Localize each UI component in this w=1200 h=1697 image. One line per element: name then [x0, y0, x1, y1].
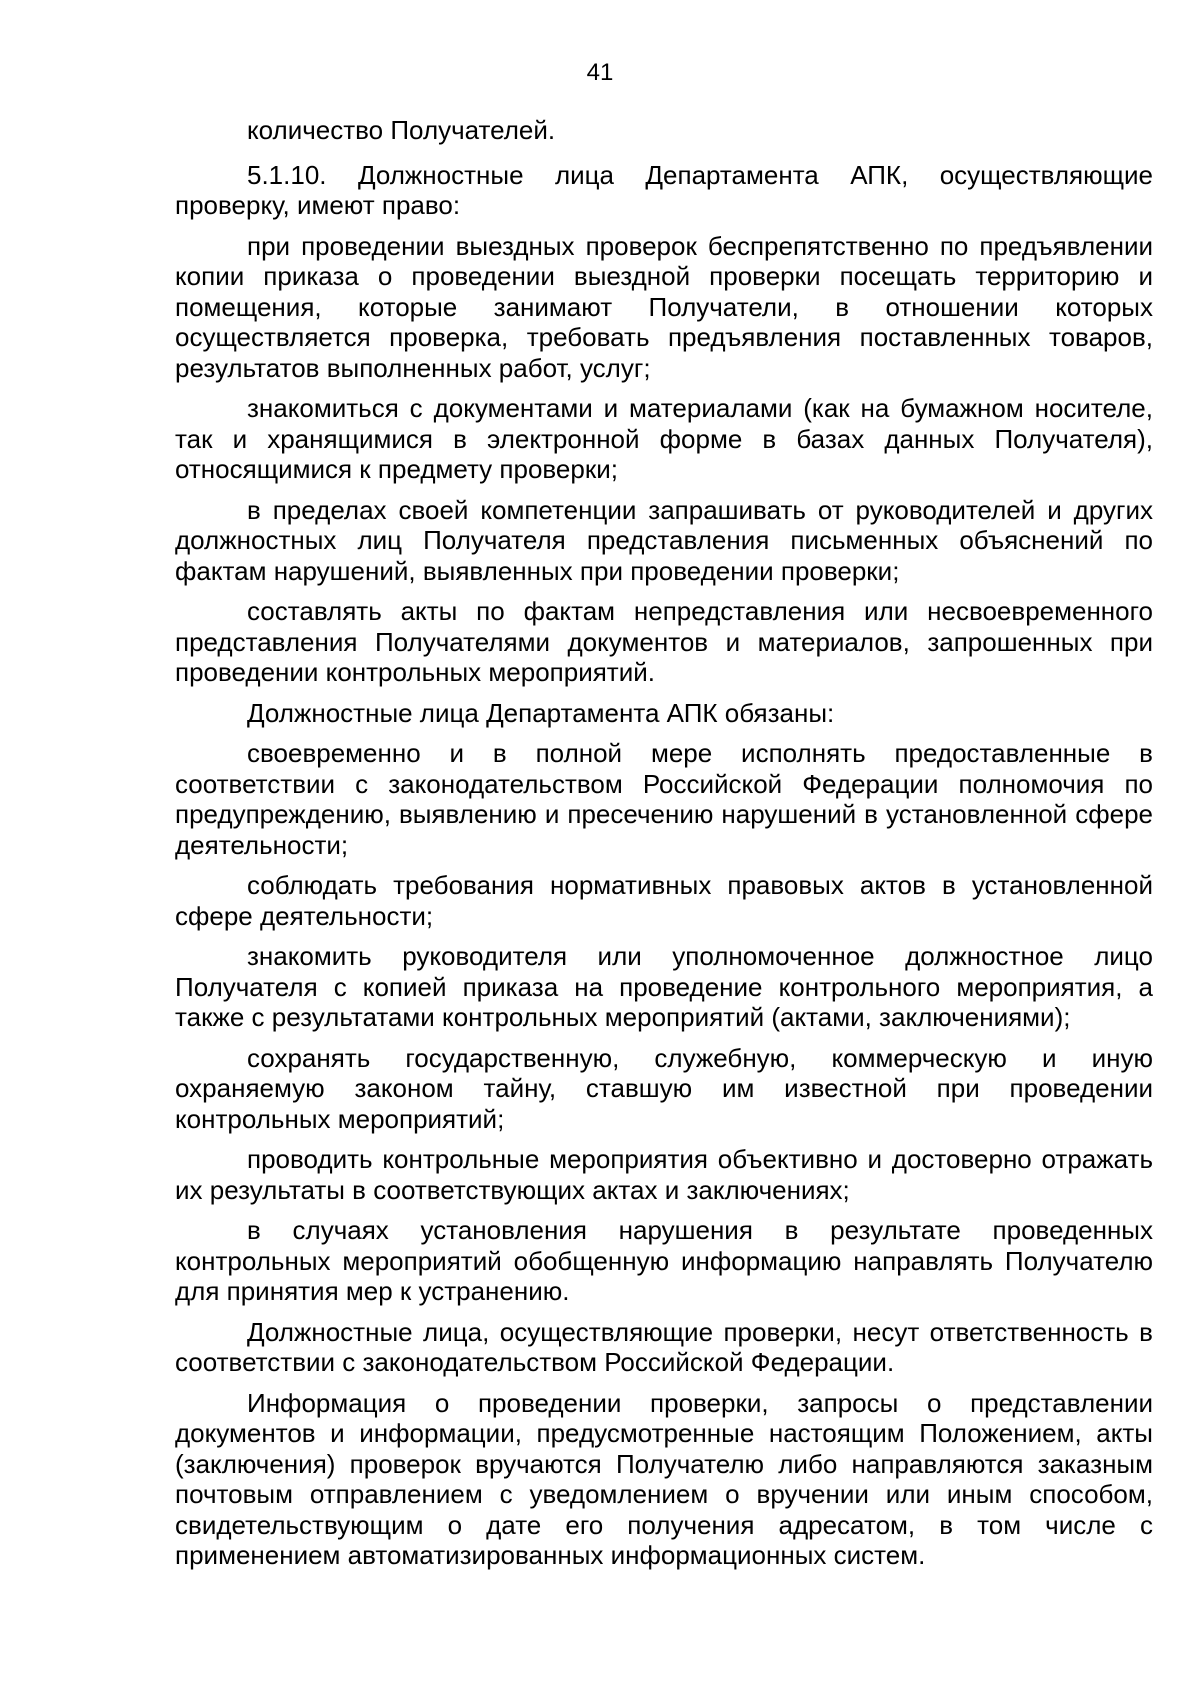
paragraph: Информация о проведении проверки, запросы о представлении документов и информации, предусмотренные настоящим Положением, акты (заключения) проверок вручаются Получателю либо направляются заказным почтовым отправлением с уведомлением о вручении или иным способом, свидетельствующим о дате его получения адресатом, в том числе с применением автоматизированных информационных систем.	[175, 1387, 1153, 1570]
paragraph: соблюдать требования нормативных правовых актов в установленной сфере деятельности;	[175, 870, 1153, 931]
paragraph: проводить контрольные мероприятия объективно и достоверно отражать их результаты в соответствующих актах и заключениях;	[175, 1144, 1153, 1205]
paragraph: знакомить руководителя или уполномоченное должностное лицо Получателя с копией приказа на проведение контрольного мероприятия, а также с результатами контрольных мероприятий (актами, заключениями);	[175, 941, 1153, 1032]
paragraph: составлять акты по фактам непредставления или несвоевременного представления Получателями документов и материалов, запрошенных при проведении контрольных мероприятий.	[175, 596, 1153, 687]
paragraph: сохранять государственную, служебную, коммерческую и иную охраняемую законом тайну, ставшую им известной при проведении контрольных мероприятий;	[175, 1042, 1153, 1134]
paragraph-continuation: количество Получателей.	[247, 115, 556, 145]
paragraph-section-heading: 5.1.10. Должностные лица Департамента АПК, осуществляющие проверку, имеют право:	[175, 159, 1153, 220]
paragraph: знакомиться с документами и материалами (как на бумажном носителе, так и хранящимися в электронной форме в базах данных Получателя), относящимися к предмету проверки;	[175, 393, 1153, 484]
paragraph: в пределах своей компетенции запрашивать от руководителей и других должностных лиц Получателя представления письменных объяснений по фактам нарушений, выявленных при проведении проверки;	[175, 494, 1153, 586]
paragraph: своевременно и в полной мере исполнять предоставленные в соответствии с законодательством Российской Федерации полномочия по предупреждению, выявлению и пресечению нарушений в установленной сфере деятельности;	[175, 738, 1153, 860]
paragraph: Должностные лица, осуществляющие проверки, несут ответственность в соответствии с законодательством Российской Федерации.	[175, 1316, 1153, 1377]
paragraph: при проведении выездных проверок беспрепятственно по предъявлении копии приказа о проведении выездной проверки посещать территорию и помещения, которые занимают Получатели, в отношении которых осуществляется проверка, требовать предъявления поставленных товаров, результатов выполненных работ, услуг;	[175, 230, 1153, 383]
document-body	[175, 115, 1153, 1581]
page-number: 41	[586, 59, 614, 86]
paragraph: в случаях установления нарушения в результате проведенных контрольных мероприятий обобщенную информацию направлять Получателю для принятия мер к устранению.	[175, 1215, 1153, 1306]
paragraph: Должностные лица Департамента АПК обязаны:	[247, 697, 835, 728]
